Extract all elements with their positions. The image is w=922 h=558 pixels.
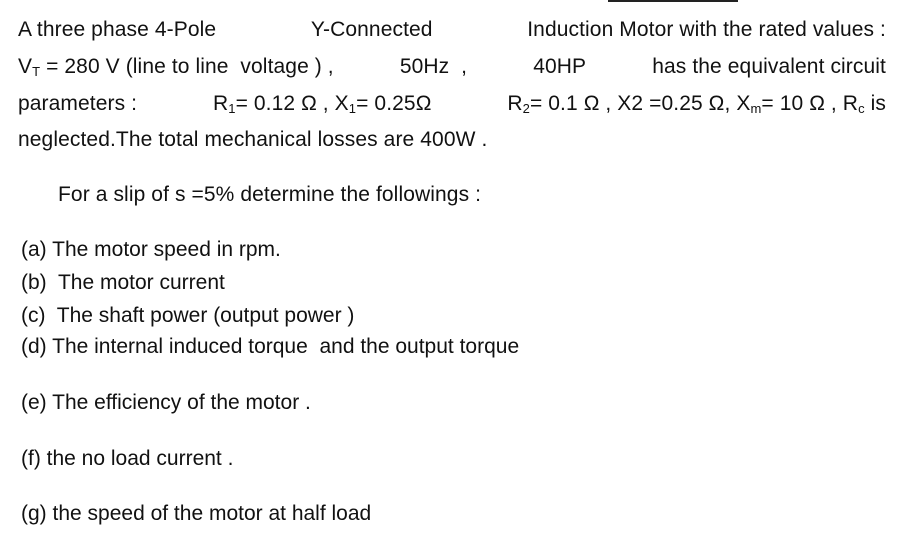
problem-line-3 <box>18 90 886 123</box>
r1-symbol: R <box>212 92 229 115</box>
voltage-subscript: T <box>32 64 41 79</box>
parameters-label: parameters : <box>18 92 138 115</box>
voltage-spec <box>18 53 334 86</box>
r2-symbol: R <box>507 92 523 115</box>
question-a: (a) The motor speed in rpm. <box>21 238 281 261</box>
rc-note: is <box>864 92 886 115</box>
x1-subscript: 1 <box>348 101 357 116</box>
x1-value: = 0.25Ω <box>356 92 432 115</box>
question-c: (c) The shaft power (output power ) <box>21 304 355 327</box>
problem-line-4: neglected.The total mechanical losses are 400W . <box>18 128 488 151</box>
instruction-line: For a slip of s =5% determine the followings : <box>58 183 482 206</box>
power-spec: 40HP <box>533 55 587 78</box>
voltage-symbol: V <box>18 55 33 78</box>
question-e: (e) The efficiency of the motor . <box>21 391 311 414</box>
r2-x2-value: = 0.1 Ω , X2 =0.25 Ω, X <box>529 92 751 115</box>
r1-value: = 0.12 Ω , X <box>235 92 349 115</box>
top-divider-line <box>608 0 738 5</box>
question-f: (f) the no load current . <box>21 447 234 470</box>
r2-subscript: 2 <box>522 101 530 116</box>
rc-subscript: c <box>858 101 865 116</box>
xm-subscript: m <box>750 101 762 116</box>
question-g: (g) the speed of the motor at half load <box>21 502 372 525</box>
problem-line-1-part-3: Induction Motor with the rated values : <box>527 18 886 41</box>
problem-line-2 <box>18 53 886 86</box>
problem-line-1 <box>18 16 886 44</box>
question-b: (b) The motor current <box>21 271 225 294</box>
question-d: (d) The internal induced torque and the output torque <box>21 335 520 358</box>
problem-line-1-part-2: Y-Connected <box>310 18 433 41</box>
xm-value: = 10 Ω , R <box>761 92 859 115</box>
voltage-value: = 280 V (line to line voltage ) , <box>40 55 334 78</box>
problem-line-2-tail: has the equivalent circuit <box>652 55 886 78</box>
parameter-r1-x1 <box>213 90 432 123</box>
problem-line-1-part-1: A three phase 4-Pole <box>18 18 217 41</box>
r1-subscript: 1 <box>228 101 236 116</box>
frequency-spec: 50Hz , <box>399 55 468 78</box>
parameter-r2-x2-xm-rc <box>507 90 886 123</box>
